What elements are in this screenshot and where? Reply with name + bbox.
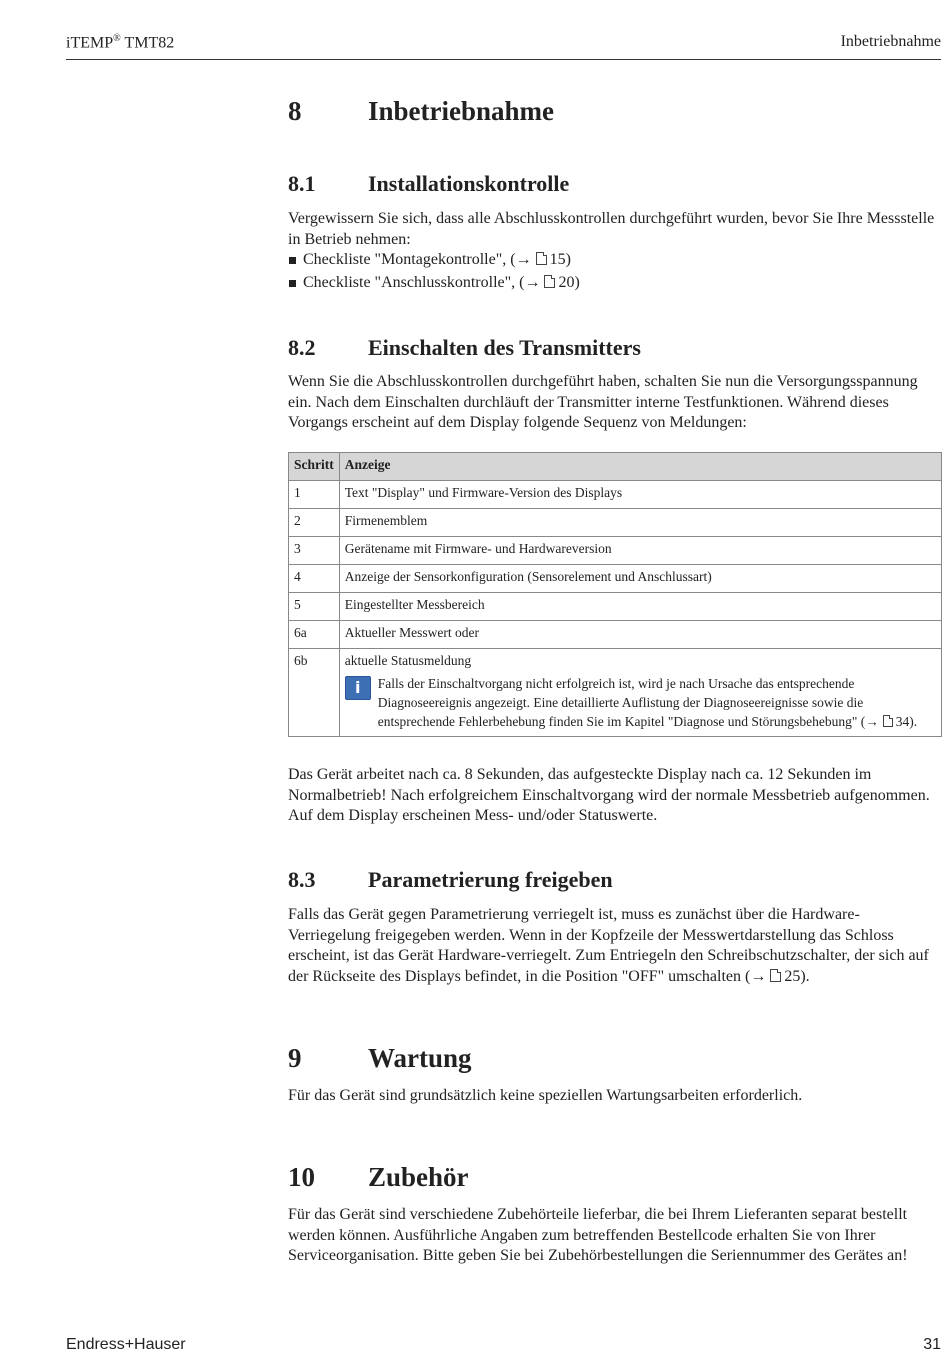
header-product-name: iTEMP (66, 34, 114, 52)
section-number: 8.3 (288, 867, 316, 892)
section-title: Inbetriebnahme (368, 96, 555, 126)
table-row (289, 621, 942, 649)
table-row (289, 537, 942, 565)
step-cell: 6b (289, 649, 340, 737)
step-cell: 3 (289, 537, 340, 565)
s81-intro: Vergewissern Sie sich, dass alle Abschlusskontrollen durchgeführt wurden, bevor Sie Ihre Messstelle in Betrieb nehmen: (288, 210, 935, 248)
display-cell: Aktueller Messwert oder (339, 621, 941, 649)
section-title: Einschalten des Transmitters (368, 335, 641, 360)
s83-text (288, 905, 941, 987)
list-item-text: Checkliste "Anschlusskontrolle", (→ (303, 273, 541, 291)
display-cell-text: aktuelle Statusmeldung (344, 653, 472, 668)
step-cell: 4 (289, 565, 340, 593)
page-ref[interactable]: 34). (895, 714, 918, 729)
page-ref[interactable]: 20) (558, 273, 580, 291)
note-text: Falls der Einschaltvorgang nicht erfolgreich ist, wird je nach Ursache das entsprechende Diagnoseereignis angezeigt. Eine detaillierte Auflistung der Diagnoseereignisse sowie die entsprechende Fehlerbehebung finden Sie im Kapitel "Diagnose und Störungsbehebung" (→ (377, 676, 879, 729)
column-header: Schritt (289, 453, 340, 481)
section-number: 8.1 (288, 171, 316, 196)
list-item (288, 249, 941, 272)
step-cell: 2 (289, 509, 340, 537)
page-reference-icon (536, 252, 547, 265)
page-ref[interactable]: 15) (549, 251, 571, 268)
info-note (345, 674, 936, 731)
section-number: 9 (288, 1043, 302, 1073)
footer-company: Endress+Hauser (66, 1336, 186, 1353)
page-reference-icon (544, 275, 555, 288)
s82-after: Das Gerät arbeitet nach ca. 8 Sekunden, das aufgesteckte Display nach ca. 12 Sekunden im Normalbetrieb! Nach erfolgreichem Einschaltvorgang wird der normale Messbetrieb aufgenommen. Auf dem Display erscheinen Mess- und/oder Statuswerte. (288, 766, 930, 824)
table-header-row (289, 453, 942, 481)
section-title: Wartung (368, 1043, 472, 1073)
checklist (288, 249, 941, 294)
heading-8-3 (288, 867, 941, 893)
list-item (288, 272, 941, 295)
step-cell: 6a (289, 621, 340, 649)
heading-10 (288, 1162, 941, 1193)
s83-body: Falls das Gerät gegen Parametrierung verriegelt ist, muss es zunächst über die Hardware-Verriegelung freigegeben werden. Wenn in der Kopfzeile der Messwertdarstellung das Schloss erscheint, ist das Gerät Hardware-verriegelt. Zum Entriegeln den Schreibschutzschalter, der sich auf der Rückseite des Displays befindet, in die Position "OFF" umschalten (→ (288, 906, 929, 985)
page-number: 31 (923, 1336, 941, 1353)
column-header: Anzeige (339, 453, 941, 481)
heading-8-1 (288, 171, 941, 197)
bullet-icon (289, 257, 296, 264)
page-ref[interactable]: 25). (784, 967, 810, 985)
heading-8 (288, 96, 941, 127)
header-section: Inbetriebnahme (840, 33, 941, 50)
section-number: 8 (288, 96, 302, 126)
table-row (289, 509, 942, 537)
display-cell: Firmenemblem (339, 509, 941, 537)
table-row (289, 649, 942, 737)
s9-text: Für das Gerät sind grundsätzlich keine speziellen Wartungsarbeiten erforderlich. (288, 1087, 803, 1104)
display-cell: Eingestellter Messbereich (339, 593, 941, 621)
bullet-icon (289, 280, 296, 287)
heading-8-2 (288, 335, 941, 361)
page-reference-icon (770, 969, 781, 982)
startup-sequence-table (288, 452, 942, 737)
section-number: 8.2 (288, 335, 316, 360)
registered-mark: ® (113, 33, 121, 44)
heading-9 (288, 1043, 941, 1074)
info-icon: i (345, 676, 371, 700)
s10-text: Für das Gerät sind verschiedene Zubehörteile lieferbar, die bei Ihrem Lieferanten separat bestellt werden können. Ausführliche Angaben zum betreffenden Bestellcode erhalten Sie von Ihrer Serviceorganisation. Bitte geben Sie bei Zubehörbestellungen die Seriennummer des Gerätes an! (288, 1206, 908, 1264)
section-title: Parametrierung freigeben (368, 867, 613, 892)
display-cell (339, 649, 941, 737)
s82-intro: Wenn Sie die Abschlusskontrollen durchgeführt haben, schalten Sie nun die Versorgungsspannung ein. Nach dem Einschalten durchläuft der Transmitter interne Testfunktionen. Während dieses Vorgangs erscheint auf dem Display folgende Sequenz von Meldungen: (288, 373, 918, 431)
step-cell: 5 (289, 593, 340, 621)
table-row (289, 481, 942, 509)
header-product (66, 33, 174, 52)
table-row (289, 593, 942, 621)
page-reference-icon (883, 715, 893, 727)
section-title: Zubehör (368, 1162, 469, 1192)
table-row (289, 565, 942, 593)
section-title: Installationskontrolle (368, 171, 570, 196)
section-number: 10 (288, 1162, 315, 1192)
step-cell: 1 (289, 481, 340, 509)
display-cell: Text "Display" und Firmware-Version des Displays (339, 481, 941, 509)
display-cell: Gerätename mit Firmware- und Hardwareversion (339, 537, 941, 565)
list-item-text: Checkliste "Montagekontrolle", (→ (303, 251, 532, 268)
page-header (66, 31, 941, 60)
display-cell: Anzeige der Sensorkonfiguration (Sensorelement und Anschlussart) (339, 565, 941, 593)
header-model: TMT82 (120, 34, 175, 52)
